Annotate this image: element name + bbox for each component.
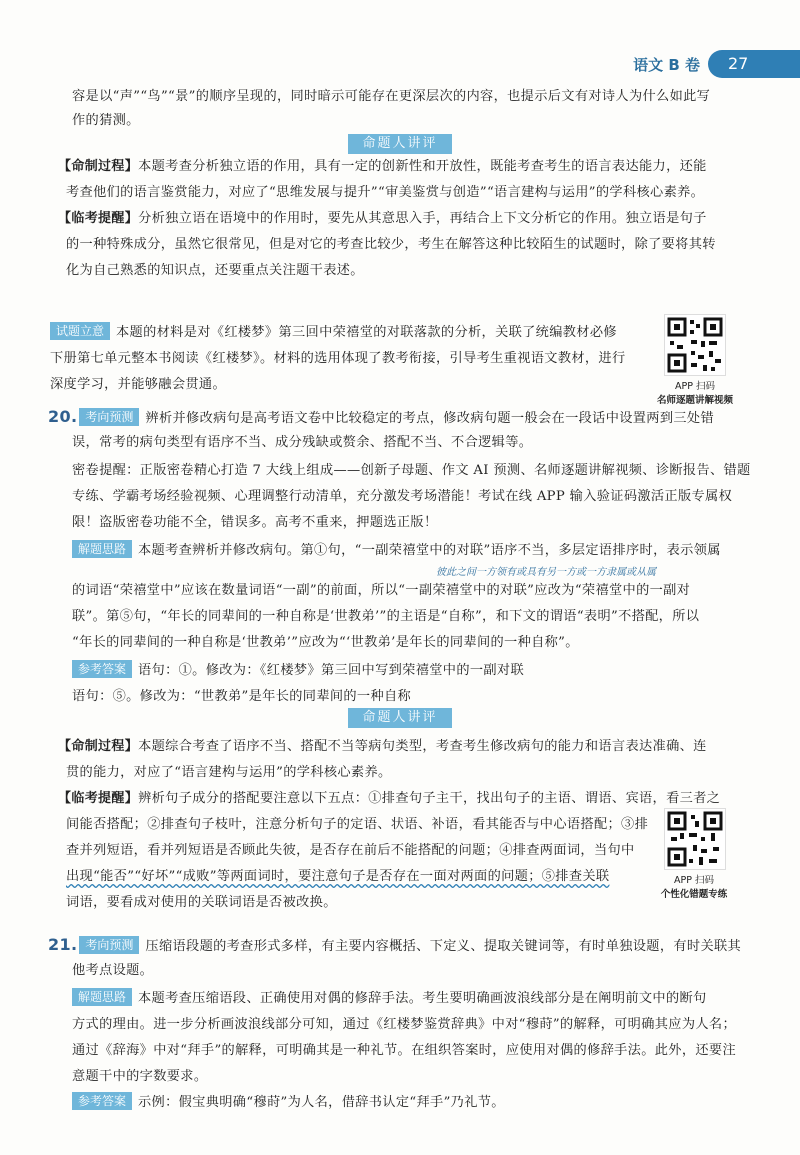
qr-code[interactable] — [664, 808, 726, 870]
q20-text: 误，常考的病句类型有语序不当、成分残缺或赘余、搭配不当、不合逻辑等。 — [72, 435, 533, 450]
process-text: 本题考查分析独立语的作用，具有一定的创新性和开放性，既能考查考生的语言表达能力，还能 — [138, 159, 707, 174]
answer-text: 语句：⑤。修改为：“世教弟”是年长的同辈间的一种自称 — [72, 689, 412, 704]
q20-paragraph — [48, 404, 714, 431]
commentary-banner — [0, 132, 800, 154]
analysis-text: 本题考查压缩语段、正确使用对偶的修辞手法。考生要明确画波浪线部分是在阐明前文中的断句 — [138, 991, 707, 1006]
handwritten-note: 彼此之间一方领有或具有另一方或一方隶属或从属 — [436, 567, 656, 578]
analysis-tag: 解题思路 — [72, 540, 132, 558]
intent-paragraph — [50, 320, 617, 345]
promo-text: 限！盗版密卷功能不全，错误多。高考不重来，押题选正版！ — [72, 515, 438, 530]
process-label: 【命制过程】 — [58, 739, 139, 754]
promo-text: 密卷提醒：正版密卷精心打造 7 大线上组成——创新子母题、作文 AI 预测、名师逐题讲解视频、诊断报告、错题 — [72, 463, 751, 478]
qr-caption — [646, 872, 742, 900]
reminder-text: 化为自己熟悉的知识点，还要重点关注题干表述。 — [66, 263, 364, 278]
q20-text: 辨析并修改病句是高考语文卷中比较稳定的考点，修改病句题一般会在一段话中设置两到三处错 — [145, 411, 714, 426]
question-number: 21. — [48, 935, 78, 954]
reminder-text: 辨析句子成分的搭配要注意以下五点：①排查句子主干，找出句子的主语、谓语、宾语，看三者之 — [138, 791, 721, 806]
q21-paragraph — [48, 932, 741, 959]
analysis-text: 本题考查辨析并修改病句。第①句，“一副荣禧堂中的对联”语序不当，多层定语排序时，表示领属 — [138, 543, 721, 558]
analysis-text: 方式的理由。进一步分析画波浪线部分可知，通过《红楼梦鉴赏辞典》中对“穆莳”的解释，可明确其应为人名； — [72, 1017, 736, 1032]
reminder-text-wavy: 出现“能否”“好坏”“成败”等两面词时，要注意句子是否存在一面对两面的问题；⑤排查关联 — [66, 869, 610, 884]
intent-text: 深度学习，并能够融会贯通。 — [50, 377, 226, 392]
prediction-tag: 考向预测 — [79, 408, 139, 426]
analysis-text: 联”。第⑤句，“年长的同辈间的一种自称是‘世教弟’”的主语是“自称”，和下文的谓语“表明”不搭配，所以 — [72, 609, 700, 624]
qr-caption-line: APP 扫码 — [675, 381, 715, 392]
answer-paragraph — [72, 658, 524, 683]
answer-text: 示例：假宝典明确“穆莳”为人名，借辞书认定“拜手”乃礼节。 — [138, 1095, 505, 1110]
intent-tag: 试题立意 — [50, 322, 110, 340]
intent-text: 下册第七单元整本书阅读《红楼梦》。材料的选用体现了教考衔接，引导考生重视语文教材，进行 — [50, 351, 626, 366]
commentary-banner-label: 命题人讲评 — [348, 134, 451, 154]
prediction-tag: 考向预测 — [79, 936, 139, 954]
reminder-text: 分析独立语在语境中的作用时，要先从其意思入手，再结合上下文分析它的作用。独立语是句子 — [138, 211, 707, 226]
process-label: 【命制过程】 — [58, 159, 139, 174]
question-number: 20. — [48, 407, 78, 426]
promo-text: 专练、学霸考场经验视频、心理调整行动清单，充分激发考场潜能！考试在线 APP 输入验证码激活正版专属权 — [72, 489, 733, 504]
process-paragraph — [58, 734, 707, 759]
reminder-text: 词语，要看成对使用的关联词语是否被改换。 — [66, 895, 337, 910]
analysis-paragraph — [72, 538, 721, 563]
process-text: 贯的能力，对应了“语言建构与运用”的学科核心素养。 — [66, 765, 392, 780]
qr-code[interactable] — [664, 314, 726, 376]
reminder-label: 【临考提醒】 — [58, 791, 139, 806]
q21-text: 压缩语段题的考查形式多样，有主要内容概括、下定义、提取关键词等，有时单独设题，有时关联其 — [145, 939, 742, 954]
qr-caption — [650, 378, 740, 406]
analysis-text: 意题干中的字数要求。 — [72, 1069, 208, 1084]
page-header — [633, 50, 800, 78]
intro-line: 作的猜测。 — [72, 113, 140, 128]
process-text: 考查他们的语言鉴赏能力，对应了“思维发展与提升”“审美鉴赏与创造”“语言建构与运用”的学科核心素养。 — [66, 185, 705, 200]
qr-code-icon — [665, 809, 725, 869]
reminder-paragraph — [58, 786, 720, 811]
reminder-text: 查并列短语，看并列短语是否顾此失彼，是否存在前后不能搭配的问题；④排查两面词，当句中 — [66, 843, 635, 858]
qr-caption-line: APP 扫码 — [674, 875, 714, 886]
reminder-text — [66, 864, 609, 889]
reminder-label: 【临考提醒】 — [58, 211, 139, 226]
intent-text: 本题的材料是对《红楼梦》第三回中荣禧堂的对联落款的分析，关联了统编教材必修 — [116, 325, 617, 340]
page-number: 27 — [708, 50, 800, 78]
analysis-tag: 解题思路 — [72, 988, 132, 1006]
reminder-text: 的一种特殊成分，虽然它很常见，但是对它的考查比较少，考生在解答这种比较陌生的试题时，除了要将其转 — [66, 237, 716, 252]
process-paragraph — [58, 154, 707, 179]
q21-text: 他考点设题。 — [72, 963, 154, 978]
reminder-text: 间能否搭配；②排查句子枝叶，注意分析句子的定语、状语、补语，看其能否与中心语搭配；③排 — [66, 817, 649, 832]
answer-text: 语句：①。修改为：《红楼梦》第三回中写到荣禧堂中的一副对联 — [138, 663, 525, 678]
answer-paragraph — [72, 1090, 505, 1115]
analysis-text: “年长的同辈间的一种自称是‘世教弟’”应改为“‘世教弟’是年长的同辈间的一种自称”。 — [72, 635, 579, 650]
process-text: 本题综合考查了语序不当、搭配不当等病句类型，考查考生修改病句的能力和语言表达准确、连 — [138, 739, 707, 754]
answer-tag: 参考答案 — [72, 660, 132, 678]
commentary-banner-label: 命题人讲评 — [348, 708, 451, 728]
qr-code-icon — [665, 315, 725, 375]
reminder-paragraph — [58, 206, 707, 231]
subject-label: 语文 B 卷 — [633, 55, 700, 74]
qr-caption-line: 个性化错题专练 — [660, 889, 728, 900]
qr-caption-line: 名师逐题讲解视频 — [656, 395, 733, 406]
answer-tag: 参考答案 — [72, 1092, 132, 1110]
commentary-banner — [0, 706, 800, 728]
analysis-text: 的词语“荣禧堂中”应该在数量词语“一副”的前面，所以“一副荣禧堂中的对联”应改为“荣禧堂中的一副对 — [72, 583, 691, 598]
analysis-text: 通过《辞海》中对“拜手”的解释，可明确其是一种礼节。在组织答案时，应使用对偶的修辞手法。此外，还要注 — [72, 1043, 736, 1058]
analysis-paragraph — [72, 986, 707, 1011]
intro-line: 容是以“声”“鸟”“景”的顺序呈现的，同时暗示可能存在更深层次的内容，也提示后文有对诗人为什么如此写 — [72, 89, 711, 104]
